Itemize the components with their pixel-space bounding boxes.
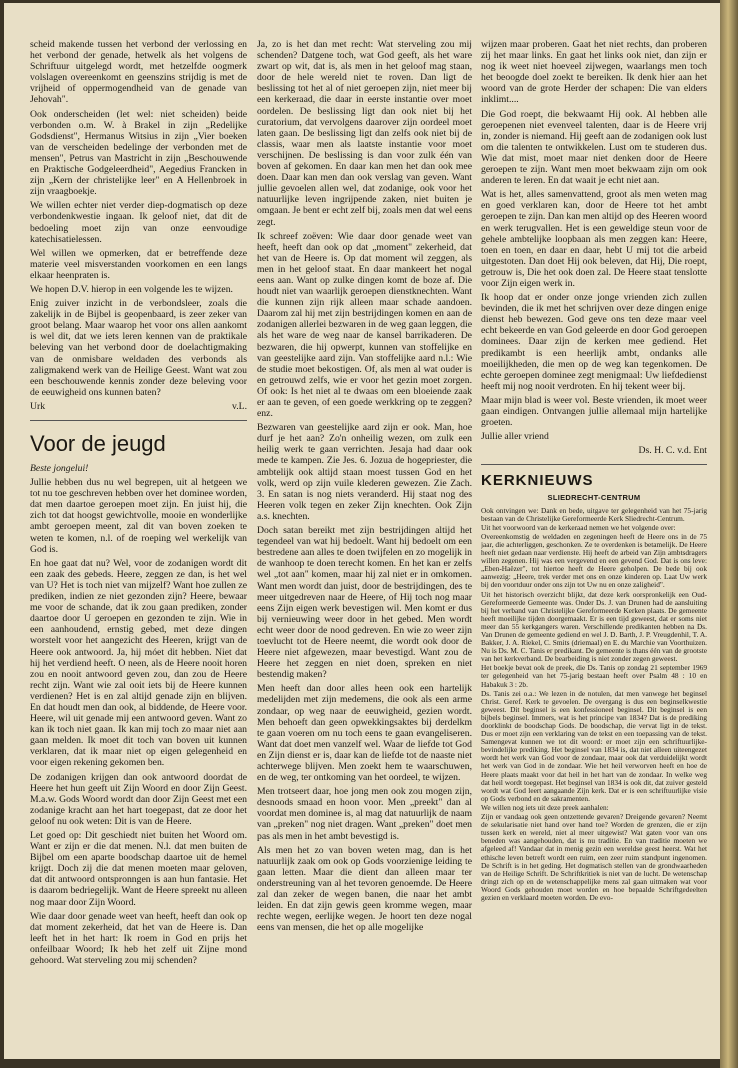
paragraph: Maar mijn blad is weer vol. Beste vrienden, ik moet weer gaan eindigen. Ontvangen jullie allemaal mijn hartelijke groeten.	[481, 394, 707, 429]
paragraph: Uit het historisch overzicht blijkt, dat deze kerk oorspronkelijk een Oud-Gereformeerde Gemeente was. Onder Ds. J. van Drunen had de aansluiting bij het verband van Christelijke Gereformeerde Kerken plaats. De gemeente heeft moeilijke tijden doorgemaakt. Er is een tijd geweest, dat er soms niet meer dan 55 kerkgangers waren. Verschillende predikanten hebben na Ds. Van Drunen de gemeente gediend en wel J. D. Barth, J. P. Vreugdenhil, T. A. Bakker, J. A. Riekel, C. Smits (driemaal) en E. du Marchie van Voorthuizen. Nu is Ds. M. C. Tanis er predikant. De gemeente is thans één van de grootste van het kerkverband. De bearbeiding is niet zonder zegen geweest.	[481, 589, 707, 664]
paragraph: Doch satan bereikt met zijn bestrijdingen altijd het tegendeel van wat hij bedoelt. Want hij bedoelt om een bestredene aan alles te doen twijfelen en zo mogelijk in de wanhoop te doen terecht komen. En het kan er zelfs wel „tot aan" komen, maar hij zal niet er in omkomen. Want men wordt dan juist, door de bestrijdingen, des te meer uitgedreven naar de Heere, of Hij toch nog maar eens Zijn eigen werk bevestigen wil. Men komt er dus bij vernieuwing weer door in het gebed. Men wordt echt weer door de nood gedreven. En wie zo weer zijn toevlucht tot de Heere neemt, die wordt ook door de Heere niet afgewezen, maar bevestigd. Want zou de Heere het zeggen en niet doen, spreken en niet bestendig maken?	[257, 525, 472, 681]
paragraph: Jullie aller vriend	[481, 431, 549, 443]
paragraph: wijzen maar proberen. Gaat het niet rechts, dan proberen zij het maar links. En gaat het links ook niet, dan zijn er nog ik weet niet hoeveel zijwegen, waarlangs men toch het beoogde doel zoekt te bereiken. Ik denk hier aan het woord van de grote Herder der schapen: Die van elders inklimt....	[481, 39, 707, 106]
paragraph: Zijn er vandaag ook geen ontzettende gevaren? Dreigende gevaren? Neemt de sekularisatie niet hand over hand toe? Worden de grenzen, die er zijn tussen kerk en wereld, niet al meer uitgewist? Wat gaten voor van ons beneden was aangehouden, dat is nu traditie. En van traditie moeten we afgeleed af! Vandaar dat in menig gezin een wereldse geest heerst. Wat het ethische leven betreft wordt een ruim, een zeer ruim standpunt ingenomen. De Schrift is in het geding. Het dogmatisch stellen van de grondwaarheden van de Heilige Schrift. De Schriftkritiek is niet van de lucht. De wetenschap dringt zich op en de wetenschappelijke mens zal gaan uitmaken wat voor Woord Gods gehouden moet worden en hoe bepaalde Schriftgedeelten gezien en verklaard moeten worden. De evo-	[481, 812, 707, 902]
section-title-kerknieuws: KERKNIEUWS	[481, 472, 594, 490]
paragraph: En hoe gaat dat nu? Wel, voor de zodanigen wordt dit een zaak des gebeds. Heere, zeggen ze dan, is het wel van U? Het is toch niet van mijzelf? Want hoe zullen ze prediken, indien ze niet gezonden zijn? Heere, bewaar me voor de schande, dat ik zou gaan prediken, zonder daartoe door U geroepen en gezonden te zijn. Wie in een aanhoudend, ernstig gebed, met deze dingen worstelt voor het aangezicht des Heeren, krijgt van de Heere ook antwoord. Ja, hij móet dit hebben. Niet dat hij het verdiend heeft. O neen, als de Heere nooit horen zou en nooit antwoord geven zou, dan zou de Heere recht zijn. Want wie zal ooit iets bij de Heere kunnen verdienen? Het is en zal altijd genade zijn en blijven. En dat houdt men dan ook, al biddende, de Heere voor. Heere, wil uit genade mij een antwoord geven. Want zo kan ik toch niet gaan. Ik kan mij toch zo maar niet aan gaan melden. Ik moet dit toch van boven uit kunnen verklaren, dat ik maar niet op eigen gelegenheid en voor eigen rekening gekomen ben.	[30, 557, 247, 769]
paragraph: Overeenkomstig de weldaden en zegeningen heeft de Heere ons in de 75 jaar, die achterliggen, geschonken. Ze te overdenken is betamelijk. De Heere heeft niet gedaan naar verdienste. Hij heeft de arbeid van Zijn ambtsdragers willen zegenen. Hij was een vergevend en een gevend God. Dat is ons leve: „Eben-Haëzer", tot hiertoe heeft de Heere geholpen. De bede bij ook aanwezig: „Heere, trek verder met ons en onze kinderen op. Laat Uw werk bij den voortduur onder ons zijn tot Uw nu en onze zaligheid".	[481, 531, 707, 590]
paragraph: We hopen D.V. hierop in een volgende les te wijzen.	[30, 283, 233, 295]
paragraph: De zodanigen krijgen dan ook antwoord doordat de Heere het hun geeft uit Zijn Woord en door Zijn Geest. M.a.w. Gods Woord wordt dan door Zijn Geest met een zodanige kracht aan het hart toegepast, dat ze door het geloof nu ook weten: Dit is van de Heere.	[30, 771, 247, 827]
paragraph: We willen echter niet verder diep-dogmatisch op deze verbondenkwestie ingaan. Ik geloof niet, dat dit de bedoeling moet zijn van onze eenvoudige katechisatielessen.	[30, 200, 247, 245]
paragraph: Ja, zo is het dan met recht: Wat sterveling zou mij schenden? Datgene toch, wat God geeft, als het ware zwart op wit, dat is, als men in het geloof mag staan, door de hele wereld niet te roven. Dan ligt de beslissing tot het al of niet geroepen zijn, niet meer bij een kerkeraad, die daar in eerste instantie over moet oordelen. De beslissing ligt dan ook niet bij het curatorium, dat vervolgens daarover zijn oordeel moet laten gaan. De beslissing ligt dan zelfs ook niet bij de classis, waar men als laatste instantie voor moet verschijnen. De beslissing is dan voor zulk één van boven af gekomen. En daar kan men het dan ook mee doen. Daar kan men dan ook verslag van geven. Want jullie gevoelen allen wel, dat zodanige, ook voor het natuurlijke leven ingrijpende zaken, niet buiten je omgaan. Je bent er echt zelf bij, zoals men dat wel eens zegt.	[257, 39, 472, 228]
section-title-jeugd: Voor de jeugd	[30, 431, 166, 456]
column-2	[257, 39, 472, 1051]
paragraph: Wie daar door genade weet van heeft, heeft dan ook op dat moment zekerheid, dat het van de Heere is. Dan leeft het in het hart: Ik roem in God en prijs het onfeilbaar Woord; Ik heb het zelf uit Zijne mond gehoord. Wat sterveling zou mij schenden?	[30, 910, 247, 967]
paragraph: Men heeft dan door alles heen ook een hartelijk medelijden met zijn medemens, die ook als een arme zondaar, op weg naar de eeuwigheid, gezien wordt. Men behoeft dan geen opwekkingsaktes bij derdelkm te gaan voeren om nu toch eens te gaan evangeliseren. Want dat doet men vanzelf wel. Waar de liefde tot God en Zijn dienst er is, daar kan de liefde tot de naaste niet achterwege blijven. Men zoekt hem te waarschuwen, en de weg, ter ontkoming van het oordeel, te wijzen.	[257, 683, 472, 784]
paragraph: Ook ontvingen we: Dank en bede, uitgave ter gelegenheid van het 75-jarig bestaan van de Christelijke Gereformeerde Kerk Sliedrecht-Centrum.	[481, 505, 707, 523]
signature-initials: v.L.	[232, 400, 247, 412]
section-divider	[30, 420, 247, 421]
paragraph: Het boekje bevat ook de preek, die Ds. Tanis op zondag 21 september 1969 ter gelegenheid van het 75-jarig bestaan heeft over Psalm 48 : 10 en Habakuk 3 : 2b.	[481, 663, 707, 689]
paragraph: Ds. Tanis zei o.a.: We lezen in de notulen, dat men vanwege het beginsel Christ. Geref. Kerk te gevoelen. De overgang is dus een beginselkwestie geweest. Dit beginsel is een konfessioneel beginsel. Dit beginsel is een bijbels beginsel. Immers, wat is het principe van 1834? Dat is de prediking doorklinkt de boodschap Gods. De boodschap, die vervat ligt in de tekst. Dus er moet zijn een verklaring van de tekst en een toepassing van de tekst. Samengevat kunnen we tot dit woord: er moet zijn een schriftuurlijke-bevindelijke prediking. Het beginsel van 1834 is, dat niet alleen uiteengezet wordt het werk van God voor de zondaar, maar ook dat verduidelijkt wordt het werk van God in de zondaar. Wie het heil verworven heeft en hoe de Heere plaats maakt voor dat heil in het hart van de zondaar. In welke weg dat heil wordt toegepast. Het beginsel van 1834 is ook dit, dat zuiver gesteld wordt wat God leert aangaande Zijn kerk. Dat er is een schriftuurlijke visie op Gods verbond en de sakramenten.	[481, 688, 707, 803]
signature-place: Urk	[30, 400, 46, 412]
column-3	[481, 39, 707, 1051]
paragraph: Ik schreef zoëven: Wie daar door genade weet van heeft, heeft dan ook op dat „moment" zekerheid, dat het van de Heere is. Op dat moment wil zeggen, als men in het geloof staat. En daar mankeert het nogal eens aan. Want op zulke dingen komt de boze af. Die houdt niet van waarlijk geroepen dienstknechten. Want die kunnen zijn rijk alleen maar schade aandoen. Daarom zal hij met zijn bestrijdingen komen en aan de zodanigen allerlei bezwaren in de weg gaan leggen, die als het ware de weg naar de kansel barrikaderen. De bezwaren, die hij opwerpt, kunnen van stoffelijke en van geestelijke aard zijn. Van stoffelijke aard n.l.: Wie de studie moet bekostigen. Of, als men al wat ouder is en getrouwd zelfs, wie er voor het gezin moet zorgen. Of ook: Is het niet al te dwaas om een bloeiende zaak er aan te geven, of een goede werkkring op te zeggen? enz.	[257, 230, 472, 420]
paragraph: We willen nog iets uit deze preek aanhalen:	[481, 802, 609, 812]
paragraph: Als men het zo van boven weten mag, dan is het natuurlijk zaak om ook op Gods voorzienige leiding te gaan letten. Maar die dient dan alleen maar ter onderstreuning van al het tevoren genoemde. De Heere zal dan zeker de wegen banen, die naar het ambt leiden. En dat zijn gewis geen kromme wegen, maar rechte wegen, eerlijke wegen. Je hoort ten deze nogal eens van mensen, die het op alle mogelijke	[257, 844, 472, 934]
paragraph: Die God roept, die bekwaamt Hij ook. Al hebben alle geroepenen niet evenveel talenten, daar is de Heere vrij in, zonder is niemand. Hij geeft aan de zodanigen ook lust om die talenten te ontwikkelen. Lust om te studeren dus. Wie dat mist, moet maar niet denken door de Heere geroepen te zijn. Want men moet bekwaam zijn om ook anderen te leren. En dat waait je echt niet aan.	[481, 108, 707, 187]
paragraph: Enig zuiver inzicht in de verbondsleer, zoals die zakelijk in de Bijbel is geopenbaard, is zeer zeker van groot belang. Maar waarop het voor ons allen aankomt is wel dit, dat we iets leren kennen van de praktikale beleving van het verbond door de doelachtigmaking van de onmisbare weldaden des verbonds als zaligmakend werk van de Heilige Geest. Want wat zou een beschouwende kennis zonder deze beleving voor de eeuwigheid ons kunnen baten?	[30, 298, 247, 398]
kerknieuws-subtitle: SLIEDRECHT-CENTRUM	[547, 493, 641, 503]
section-divider	[481, 464, 707, 465]
page-binding-edge	[720, 0, 738, 1068]
paragraph: Jullie hebben dus nu wel begrepen, uit al hetgeen we tot nu toe geschreven hebben over het dominee worden, dat men daartoe geroepen moet zijn. En juist hij, die zich tot dat hoogst gewichtvolle, mooie en wonderlijke ambt geroepen meent, zal dit van boven zoeken te weten te komen, n.l. of de roeping wel werkelijk van God is.	[30, 477, 247, 555]
salutation: Beste jongelui!	[30, 463, 89, 474]
paragraph: Bezwaren van geestelijke aard zijn er ook. Man, hoe durf je het aan? Zo'n onheilig wezen, om zulk een heilig werk te gaan verrichten. Jesaja had daar ook mede te kampen. Zie Jes. 6. Jozua de hogepriester, die ambtelijk ook altijd staan moest tussen God en het volk, werd op zijn vuile klederen gewezen. Zie Zach. 3. En satan is nog niets veranderd. Hij staat nog des Heeren volk tegen en zeker Zijn knechten. Ook Zijn a.s. knechten.	[257, 422, 472, 522]
paragraph: Let goed op: Dit geschiedt niet buiten het Woord om. Want er zijn er die dat menen. N.l. dat men buiten de Bijbel om een aparte boodschap daartoe uit de hemel krijgt. Doch zij die dat menen moeten maar geloven, dat dit antwoord ontspronngen is aan hun fantasie. Het is daarom bedriegelijk. Want de Heere spreekt nu alleen nog maar door Zijn Woord.	[30, 830, 247, 908]
paragraph: Wel willen we opmerken, dat er betreffende deze materie veel misverstanden voorkomen en een langs elkaar heenpraten is.	[30, 247, 247, 281]
kerknieuws-body	[481, 507, 707, 903]
paragraph: Uit het voorwoord van de kerkeraad nemen we het volgende over:	[481, 522, 676, 532]
magazine-page	[4, 3, 720, 1059]
column-1	[30, 39, 247, 1051]
paragraph: Ik hoop dat er onder onze jonge vrienden zich zullen bevinden, die ik met het schrijven over deze dingen enige dienst heb bewezen. God geve ons ten deze maar veel echt bekeerde en van God geleerde en door God geroepen dominees. Daar zijn de kerken mee gediend. Het predikambt is een heerlijk ambt, ondanks alle moeilijkheden, die men op de weg kan tegenkomen. De echte geroepen dominee zegt menigmaal: Uw liefdedienst heeft mij nog nooit verdroten. En hij tekent weer bij.	[481, 292, 707, 392]
paragraph: Ook onderscheiden (let wel: niet scheiden) beide verbonden o.m. W. à Brakel in zijn „Redelijke Godsdienst", Hermanus Witsius in zijn „Vier boeken van de verscheiden bedelinge der verbonden met de mensen", Petrus van Mastricht in zijn „Beschouwende en Praktische Godgeleerdheid", Aegedius Francken in zijn „Kern der christelijke leer" en A Hellenbroek in zijn vraagboekje.	[30, 108, 247, 198]
article-signature	[30, 401, 247, 412]
paragraph: scheid makende tussen het verbond der verlossing en het verbond der genade, hetwelk als het volgens de Schriftuur uitgelegd wordt, met hetzelfde oogmerk volslagen overeenkomt en geenszins strijdig is met de vrijheid of oppermogendheid van de genade van Jehovah".	[30, 39, 247, 106]
author-signature: Ds. H. C. v.d. Ent	[638, 445, 707, 457]
paragraph: Wat is het, alles samenvattend, groot als men weten mag en goed verklaren kan, door de Heere tot het ambt geroepen te zijn. Dan kan men altijd op des Heeren woord en werk terugvallen. Het is een geweldige steun voor de gehele ambtelijke loopbaan als men zeggen kan: Heere, toen en toen, en daar en daar, hebt U mij tot die arbeid uitgestoten. Dan doet Hij ook beleven, dat Hij, Die roept, getrouw is, Die het ook doen zal. De Heere staat tenslotte voor Zijn eigen werk in.	[481, 189, 707, 289]
paragraph: Men trotseert daar, hoe jong men ook zou mogen zijn, desnoods smaad en hoon voor. Men „preekt" dan al voordat men dominee is, al mag dat natuurlijk de naam van „preken" nog niet dragen. Want „preken" doet men pas als men in het ambt bevestigd is.	[257, 786, 472, 842]
